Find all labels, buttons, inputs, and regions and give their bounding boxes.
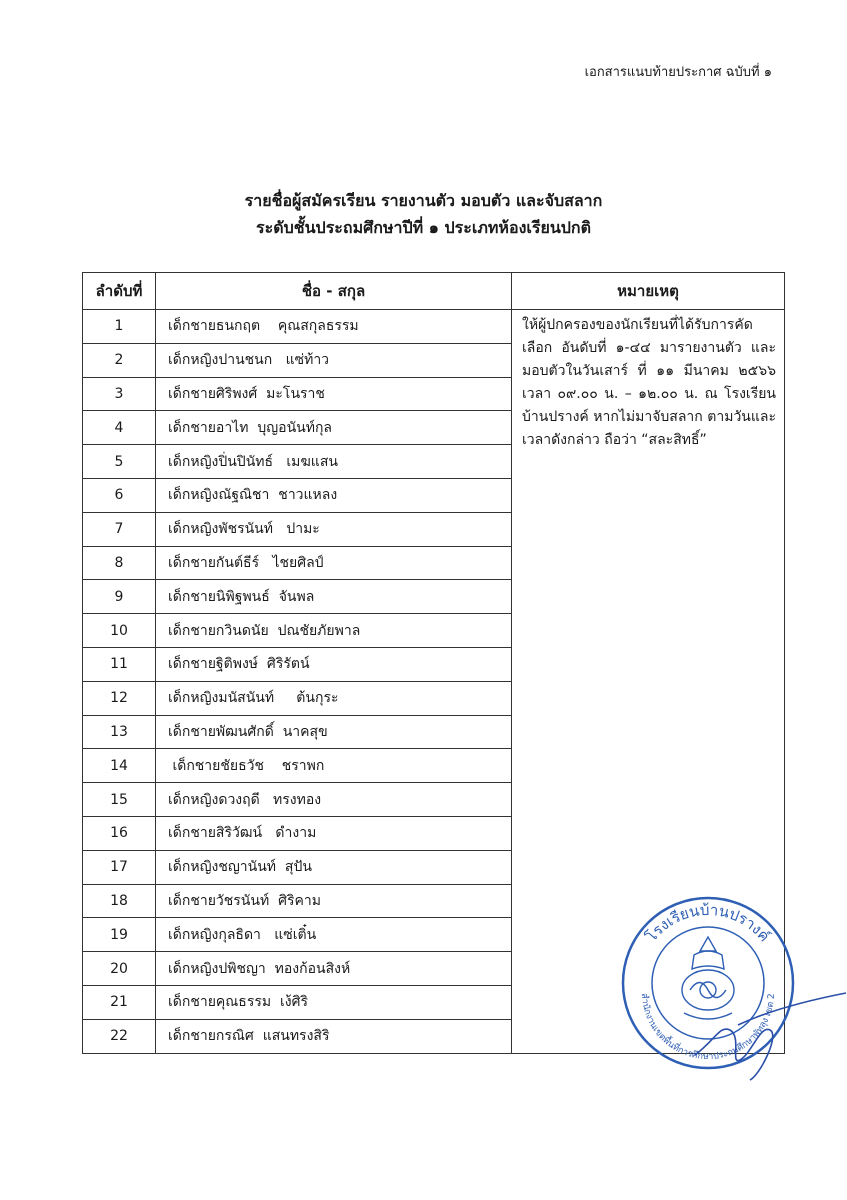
row-name: เด็กหญิงกุลธิดา แซ่เติ๋น <box>156 918 512 952</box>
row-number: 6 <box>83 478 156 512</box>
table-row <box>83 310 785 344</box>
row-name: เด็กชายอาไท บุญอนันท์กุล <box>156 411 512 445</box>
row-name: เด็กหญิงปพิชญา ทองก้อนสิงห์ <box>156 952 512 986</box>
seal-text-bottom: สำนักงานเขตพื้นที่การศึกษาประถมศึกษาพัทลุง เขต 2 <box>638 992 778 1063</box>
row-name: เด็กชายสิริวัฒน์ ดำงาม <box>156 816 512 850</box>
row-number: 11 <box>83 647 156 681</box>
row-number: 5 <box>83 445 156 479</box>
document-reference-note: เอกสารแนบท้ายประกาศ ฉบับที่ ๑ <box>584 65 772 80</box>
row-number: 12 <box>83 681 156 715</box>
row-number: 3 <box>83 377 156 411</box>
row-name: เด็กชายชัยธวัช ชราพก <box>156 749 512 783</box>
row-number: 15 <box>83 783 156 817</box>
row-name: เด็กชายฐิติพงษ์ ศิริรัตน์ <box>156 647 512 681</box>
row-number: 13 <box>83 715 156 749</box>
row-number: 19 <box>83 918 156 952</box>
row-name: เด็กชายพัฒนศักดิ์ นาคสุข <box>156 715 512 749</box>
row-name: เด็กหญิงชญานันท์ สุปัน <box>156 850 512 884</box>
row-number: 2 <box>83 343 156 377</box>
row-name: เด็กชายกรณิศ แสนทรงสิริ <box>156 1019 512 1053</box>
row-number: 16 <box>83 816 156 850</box>
document-title-line1: รายชื่อผู้สมัครเรียน รายงานตัว มอบตัว และจับสลาก <box>244 191 603 210</box>
row-number: 21 <box>83 985 156 1019</box>
row-number: 8 <box>83 546 156 580</box>
row-number: 17 <box>83 850 156 884</box>
remark-cell: ให้ผู้ปกครองของนักเรียนที่ได้รับการคัดเลือก อันดับที่ ๑-๔๔ มารายงานตัว และมอบตัวในวันเสาร์ ที่ ๑๑ มีนาคม ๒๕๖๖ เวลา ๐๙.๐๐ น. – ๑๒.๐๐ น. ณ โรงเรียนบ้านปรางค์ หากไม่มาจับสลาก ตามวันและเวลาดังกล่าว ถือว่า “สละสิทธิ์” <box>512 310 785 1054</box>
row-number: 22 <box>83 1019 156 1053</box>
row-name: เด็กชายกันต์ธีร์ ไชยศิลป์ <box>156 546 512 580</box>
row-name: เด็กชายศิริพงศ์ มะโนราช <box>156 377 512 411</box>
document-title-line2: ระดับชั้นประถมศึกษาปีที่ ๑ ประเภทห้องเรียนปกติ <box>256 218 591 237</box>
header-remark: หมายเหตุ <box>512 273 785 310</box>
row-number: 14 <box>83 749 156 783</box>
row-name: เด็กชายวัชรนันท์ ศิริคาม <box>156 884 512 918</box>
header-number: ลำดับที่ <box>83 273 156 310</box>
row-name: เด็กชายกวินดนัย ปณชัยภัยพาล <box>156 614 512 648</box>
row-number: 18 <box>83 884 156 918</box>
row-name: เด็กชายธนกฤต คุณสกุลธรรม <box>156 310 512 344</box>
row-name: เด็กหญิงณัฐณิชา ชาวแหลง <box>156 478 512 512</box>
row-name: เด็กชายนิพิฐพนธ์ จันพล <box>156 580 512 614</box>
row-name: เด็กชายคุณธรรม เง้ศิริ <box>156 985 512 1019</box>
row-number: 20 <box>83 952 156 986</box>
row-number: 9 <box>83 580 156 614</box>
row-number: 7 <box>83 512 156 546</box>
seal-text-top: โรงเรียนบ้านปรางค์ <box>642 900 774 946</box>
row-name: เด็กหญิงปานชนก แซ่ท้าว <box>156 343 512 377</box>
row-number: 10 <box>83 614 156 648</box>
signature-mark <box>690 985 847 1085</box>
row-number: 4 <box>83 411 156 445</box>
row-name: เด็กหญิงปิ่นปินัทธ์ เมฆแสน <box>156 445 512 479</box>
header-name: ชื่อ - สกุล <box>156 273 512 310</box>
row-name: เด็กหญิงมนัสนันท์ ต้นกุระ <box>156 681 512 715</box>
row-number: 1 <box>83 310 156 344</box>
row-name: เด็กหญิงพัชรนันท์ ปามะ <box>156 512 512 546</box>
row-name: เด็กหญิงดวงฤดี ทรงทอง <box>156 783 512 817</box>
table-header-row <box>83 273 785 310</box>
